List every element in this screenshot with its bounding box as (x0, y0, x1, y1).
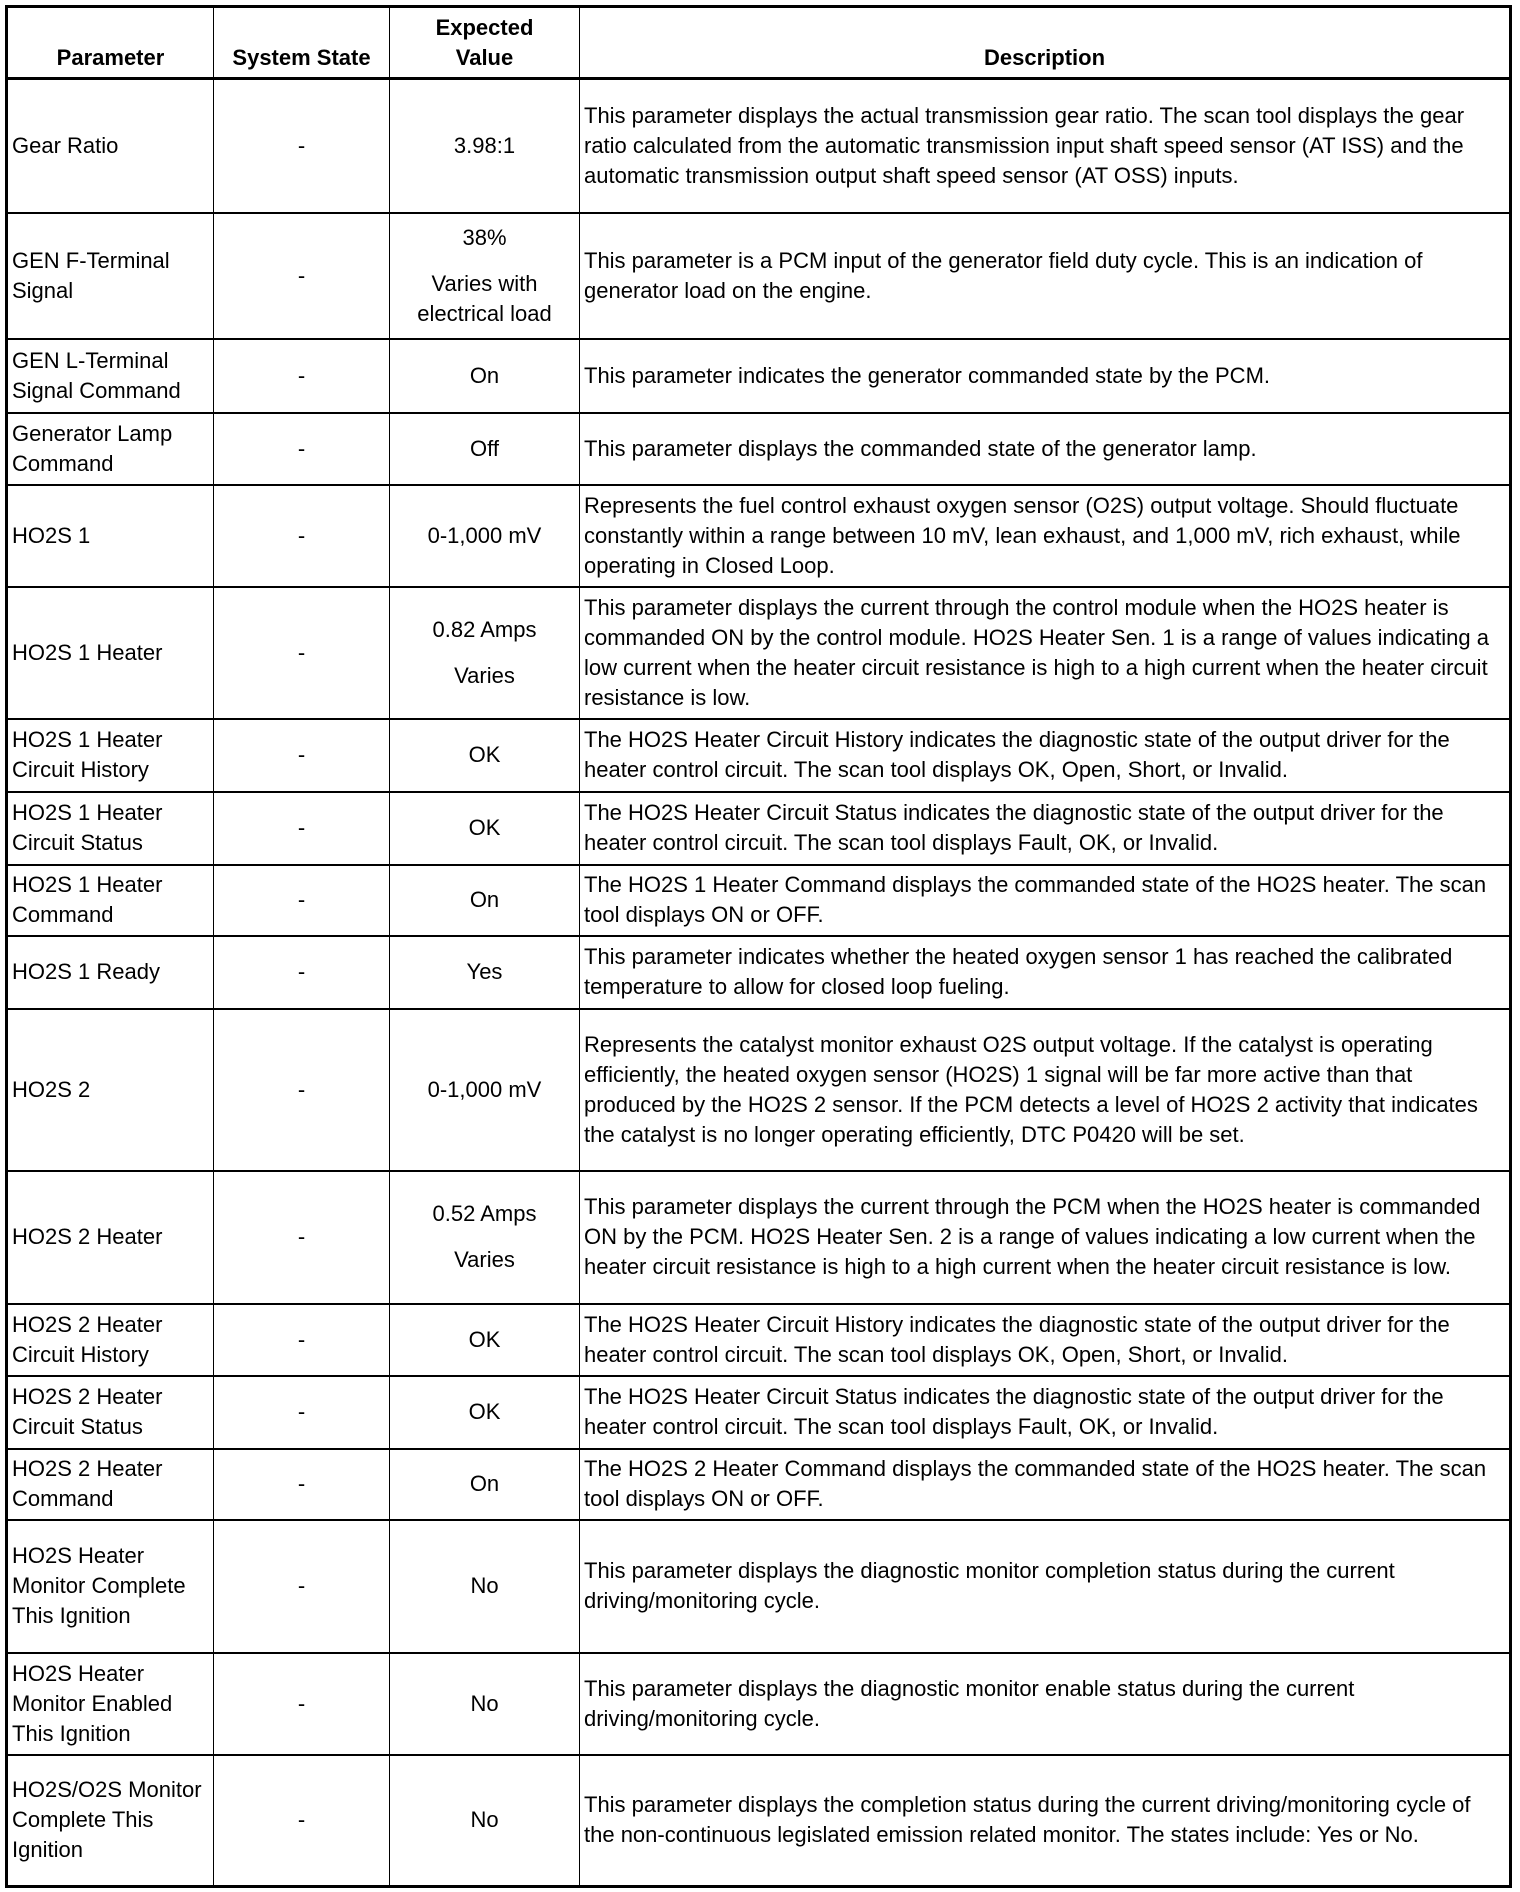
expected-value-cell (390, 1171, 580, 1304)
system-state-cell: - (214, 792, 390, 865)
parameter-cell: HO2S 2 Heater Circuit History (7, 1304, 214, 1376)
system-state-cell: - (214, 1653, 390, 1755)
table-row (7, 792, 1511, 865)
expected-value-line: On (469, 362, 500, 388)
expected-value-cell (390, 485, 580, 587)
expected-value-cell (390, 1009, 580, 1171)
system-state-cell: - (214, 1376, 390, 1449)
expected-value-line: Off (470, 435, 499, 461)
table-row (7, 79, 1511, 213)
system-state-cell: - (214, 413, 390, 485)
header-row (7, 7, 1511, 79)
expected-value-cell (390, 719, 580, 792)
expected-value-line: On (469, 887, 500, 912)
system-state-cell: - (214, 1520, 390, 1653)
parameter-cell: HO2S 1 Heater Circuit History (7, 719, 214, 792)
header-expected-value-line2: Value (455, 45, 514, 70)
parameter-cell: HO2S 2 Heater Command (7, 1449, 214, 1520)
expected-value-line: Varies with electrical load (417, 270, 552, 326)
expected-value-line: 3.98:1 (453, 132, 516, 158)
expected-value-line: 0-1,000 mV (427, 1076, 542, 1102)
description-cell: The HO2S Heater Circuit History indicates the diagnostic state of the output driver for the heater control circuit. The scan tool displays OK, Open, Short, or Invalid. (580, 719, 1511, 792)
header-description: Description (580, 7, 1511, 79)
expected-value-line: No (470, 1573, 499, 1598)
expected-value-cell (390, 1304, 580, 1376)
parameter-cell: HO2S 1 Heater (7, 587, 214, 719)
description-cell: This parameter displays the diagnostic monitor enable status during the current driving/monitoring cycle. (580, 1653, 1511, 1755)
table-row (7, 1449, 1511, 1520)
parameter-cell: HO2S/O2S Monitor Complete This Ignition (7, 1755, 214, 1887)
expected-value-line: No (470, 1690, 499, 1716)
system-state-cell: - (214, 936, 390, 1009)
expected-value-cell (390, 792, 580, 865)
parameter-cell: HO2S 2 Heater Circuit Status (7, 1376, 214, 1449)
description-cell: Represents the fuel control exhaust oxygen sensor (O2S) output voltage. Should fluctuate constantly within a range between 10 mV, lean exhaust, and 1,000 mV, rich exhaust, while operating in Closed Loop. (580, 485, 1511, 587)
description-cell: This parameter displays the completion status during the current driving/monitoring cycle of the non-continuous legislated emission related monitor. The states include: Yes or No. (580, 1755, 1511, 1887)
expected-value-cell (390, 339, 580, 413)
description-cell: This parameter displays the actual transmission gear ratio. The scan tool displays the gear ratio calculated from the automatic transmission input shaft speed sensor (AT ISS) and the automatic transmission output shaft speed sensor (AT OSS) inputs. (580, 79, 1511, 213)
table-row (7, 485, 1511, 587)
system-state-cell: - (214, 339, 390, 413)
system-state-cell: - (214, 587, 390, 719)
expected-value-cell (390, 79, 580, 213)
expected-value-cell (390, 865, 580, 936)
table-row (7, 213, 1511, 339)
header-expected-value-line1: Expected (435, 15, 534, 40)
system-state-cell: - (214, 1009, 390, 1171)
expected-value-line: OK (468, 742, 501, 767)
description-cell: Represents the catalyst monitor exhaust O2S output voltage. If the catalyst is operating efficiently, the heated oxygen sensor (HO2S) 1 signal will be far more active than that produced by the HO2S 2 sensor. If the PCM detects a level of HO2S 2 activity that indicates the catalyst is no longer operating efficiently, DTC P0420 will be set. (580, 1009, 1511, 1171)
header-system-state: System State (214, 7, 390, 79)
table-row (7, 1755, 1511, 1887)
expected-value-line: Yes (466, 959, 503, 984)
table-row (7, 1304, 1511, 1376)
parameter-cell: HO2S 2 (7, 1009, 214, 1171)
system-state-cell: - (214, 1171, 390, 1304)
description-cell: This parameter indicates whether the heated oxygen sensor 1 has reached the calibrated temperature to allow for closed loop fueling. (580, 936, 1511, 1009)
parameter-cell: HO2S 1 Heater Circuit Status (7, 792, 214, 865)
expected-value-cell (390, 587, 580, 719)
system-state-cell: - (214, 485, 390, 587)
expected-value-line: 0-1,000 mV (427, 522, 542, 548)
description-cell: The HO2S 1 Heater Command displays the commanded state of the HO2S heater. The scan tool displays ON or OFF. (580, 865, 1511, 936)
expected-value-line: OK (468, 815, 501, 840)
parameter-cell: HO2S Heater Monitor Enabled This Ignition (7, 1653, 214, 1755)
table-row (7, 865, 1511, 936)
description-cell: This parameter displays the diagnostic monitor completion status during the current driving/monitoring cycle. (580, 1520, 1511, 1653)
description-cell: The HO2S Heater Circuit History indicates the diagnostic state of the output driver for the heater control circuit. The scan tool displays OK, Open, Short, or Invalid. (580, 1304, 1511, 1376)
expected-value-cell (390, 213, 580, 339)
description-cell: This parameter displays the commanded state of the generator lamp. (580, 413, 1511, 485)
expected-value-cell (390, 1755, 580, 1887)
system-state-cell: - (214, 1755, 390, 1887)
expected-value-line: OK (468, 1399, 501, 1424)
table-body (7, 79, 1511, 1887)
table-row (7, 1520, 1511, 1653)
description-cell: The HO2S Heater Circuit Status indicates the diagnostic state of the output driver for the heater control circuit. The scan tool displays Fault, OK, or Invalid. (580, 1376, 1511, 1449)
expected-value-cell (390, 1449, 580, 1520)
table-row (7, 413, 1511, 485)
parameter-table (5, 5, 1512, 1888)
parameter-cell: Generator Lamp Command (7, 413, 214, 485)
parameter-cell: GEN F-Terminal Signal (7, 213, 214, 339)
table-row (7, 719, 1511, 792)
description-cell: This parameter is a PCM input of the generator field duty cycle. This is an indication of generator load on the engine. (580, 213, 1511, 339)
expected-value-line: Varies (454, 662, 515, 688)
header-expected-value (390, 7, 580, 79)
parameter-cell: HO2S Heater Monitor Complete This Ignition (7, 1520, 214, 1653)
expected-value-line: Varies (454, 1247, 515, 1272)
system-state-cell: - (214, 719, 390, 792)
system-state-cell: - (214, 1304, 390, 1376)
parameter-cell: Gear Ratio (7, 79, 214, 213)
description-cell: The HO2S Heater Circuit Status indicates the diagnostic state of the output driver for the heater control circuit. The scan tool displays Fault, OK, or Invalid. (580, 792, 1511, 865)
expected-value-cell (390, 1520, 580, 1653)
expected-value-line: OK (468, 1326, 501, 1352)
description-cell: This parameter displays the current through the PCM when the HO2S heater is commanded ON by the PCM. HO2S Heater Sen. 2 is a range of values indicating a low current when the heater circuit resistance is high to a high current when the heater circuit resistance is low. (580, 1171, 1511, 1304)
description-cell: This parameter displays the current through the control module when the HO2S heater is commanded ON by the control module. HO2S Heater Sen. 1 is a range of values indicating a low current when the heater circuit resistance is high to a high current when the heater circuit resistance is low. (580, 587, 1511, 719)
parameter-cell: HO2S 1 Heater Command (7, 865, 214, 936)
expected-value-cell (390, 413, 580, 485)
expected-value-line: 0.82 Amps (432, 616, 537, 642)
parameter-cell: HO2S 1 (7, 485, 214, 587)
parameter-cell: GEN L-Terminal Signal Command (7, 339, 214, 413)
expected-value-cell (390, 1376, 580, 1449)
parameter-cell: HO2S 2 Heater (7, 1171, 214, 1304)
table-row (7, 1009, 1511, 1171)
expected-value-line: 38% (462, 224, 507, 250)
table-row (7, 1171, 1511, 1304)
expected-value-cell (390, 1653, 580, 1755)
system-state-cell: - (214, 1449, 390, 1520)
system-state-cell: - (214, 79, 390, 213)
header-parameter: Parameter (7, 7, 214, 79)
description-cell: The HO2S 2 Heater Command displays the commanded state of the HO2S heater. The scan tool displays ON or OFF. (580, 1449, 1511, 1520)
expected-value-cell (390, 936, 580, 1009)
system-state-cell: - (214, 213, 390, 339)
system-state-cell: - (214, 865, 390, 936)
table-row (7, 1376, 1511, 1449)
expected-value-line: 0.52 Amps (432, 1201, 537, 1226)
description-cell: This parameter indicates the generator commanded state by the PCM. (580, 339, 1511, 413)
table-row (7, 587, 1511, 719)
parameter-cell: HO2S 1 Ready (7, 936, 214, 1009)
table-row (7, 936, 1511, 1009)
expected-value-line: On (469, 1471, 500, 1496)
expected-value-line: No (470, 1807, 499, 1833)
table-row (7, 339, 1511, 413)
table-row (7, 1653, 1511, 1755)
